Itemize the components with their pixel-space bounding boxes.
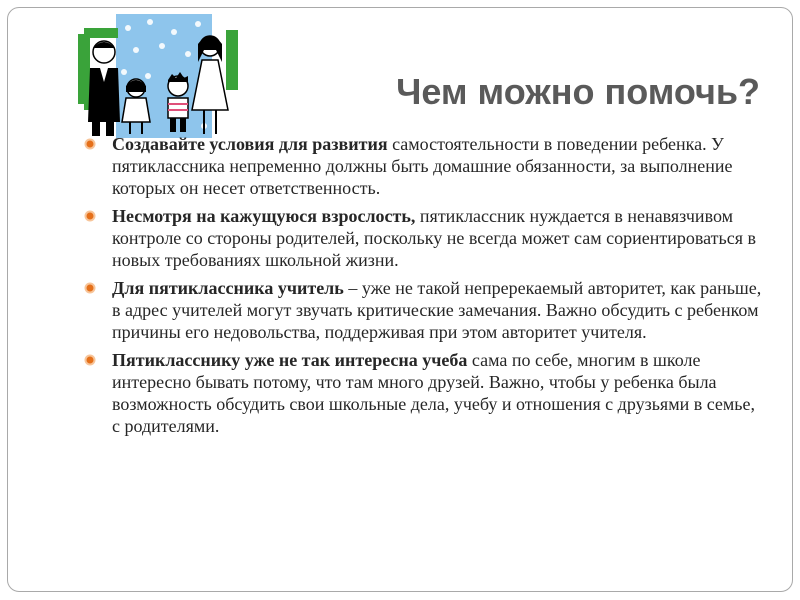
bullet-text: сама по себе, многим в школе интересно бывать потому, что там много друзей. Важно, чтобы у ребенка была возможность обсудить свои школьные дела, учебу и отношения с друзьями в семье, с родителями. [112, 350, 755, 436]
sun-bullet-icon [84, 138, 96, 150]
bullet-text: самостоятельности в поведении ребенка. У пятиклассника непременно должны быть домашние обязанности, за выполнение которых он несет ответственность. [112, 134, 733, 198]
bullet-text: – уже не такой непререкаемый авторитет, как раньше, в адрес учителей могут звучать критические замечания. Важно обсудить с ребенком причины его недовольства, поддерживая при этом авторитет учителя. [112, 278, 762, 342]
bullet-text: пятиклассник нуждается в ненавязчивом контроле со стороны родителей, поскольку не всегда может сам сориентироваться в новых требованиях школьной жизни. [112, 206, 757, 270]
sun-bullet-icon [84, 210, 96, 222]
bullet-lead: Для пятиклассника учитель [112, 278, 344, 298]
sun-bullet-icon [84, 282, 96, 294]
bullet-item [82, 133, 762, 199]
bullet-lead: Пятикласснику уже не так интересна учеба [112, 350, 468, 370]
slide-title: Чем можно помочь? [396, 71, 760, 112]
bullet-list [82, 133, 762, 443]
bullet-item [82, 349, 762, 437]
bullet-item [82, 205, 762, 271]
family-icon [78, 10, 238, 138]
sun-bullet-icon [84, 354, 96, 366]
bullet-item [82, 277, 762, 343]
bullet-lead: Создавайте условия для развития [112, 134, 388, 154]
bullet-lead: Несмотря на кажущуюся взрослость, [112, 206, 416, 226]
